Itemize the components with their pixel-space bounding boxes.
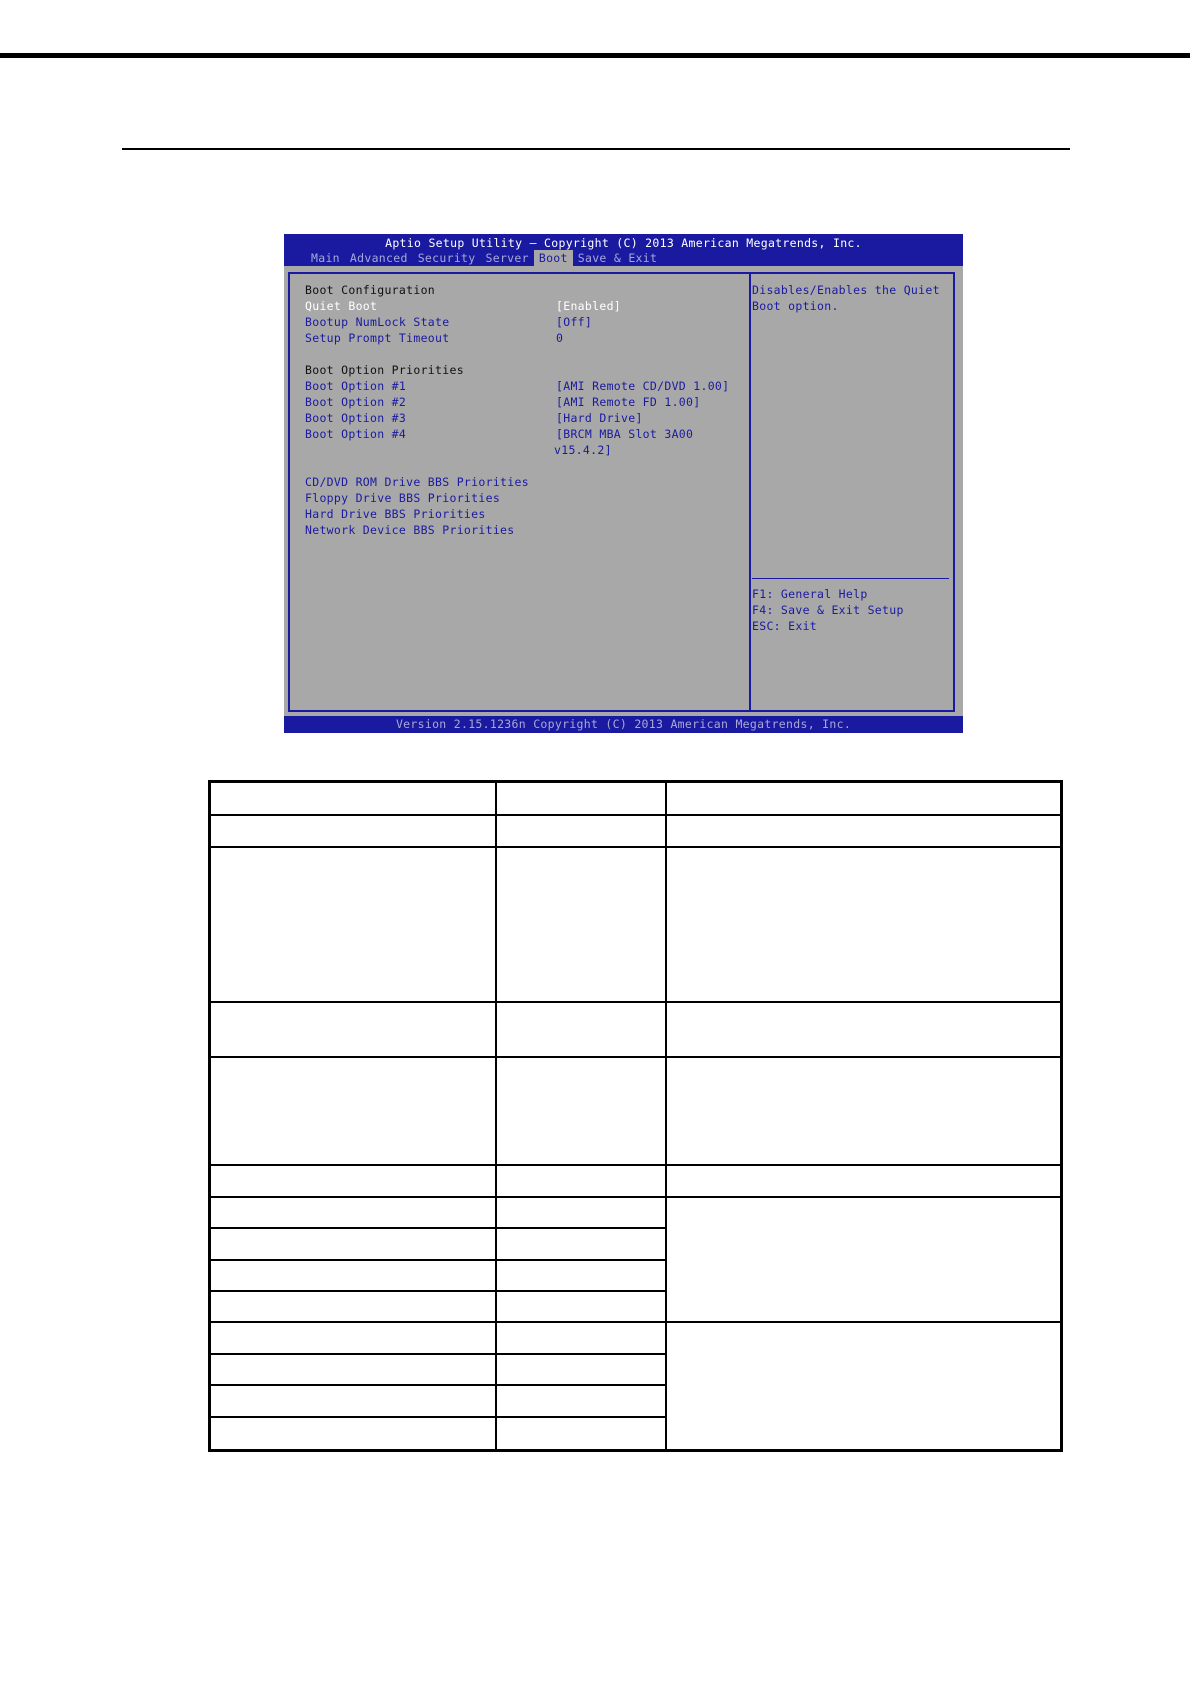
cddvd-bbs-priorities-row[interactable] — [305, 474, 745, 490]
boot-option-4-label[interactable]: Boot Option #4 — [305, 427, 407, 441]
bios-panel-divider — [749, 272, 751, 712]
key-help-f4: F4: Save & Exit Setup — [752, 603, 904, 617]
table-row-line — [211, 1384, 667, 1386]
table-column-divider-2 — [665, 783, 667, 1449]
bios-footer-version: Version 2.15.1236n Copyright (C) 2013 American Megatrends, Inc. — [284, 716, 963, 733]
table-row-line — [211, 814, 1060, 816]
table-row-line — [211, 1056, 1060, 1058]
bios-help-separator — [752, 578, 949, 579]
table-row-line — [211, 1227, 667, 1229]
settings-table — [208, 780, 1063, 1452]
boot-option-4-row[interactable] — [305, 426, 745, 442]
table-row-line — [211, 1259, 667, 1261]
tab-main[interactable]: Main — [311, 251, 340, 265]
table-row-line — [211, 1001, 1060, 1003]
boot-option-3-label[interactable]: Boot Option #3 — [305, 411, 407, 425]
quiet-boot-label[interactable]: Quiet Boot — [305, 299, 378, 313]
bios-title: Aptio Setup Utility – Copyright (C) 2013 American Megatrends, Inc. — [385, 236, 862, 250]
bios-title-bar — [284, 234, 963, 266]
bios-tab-bar — [306, 250, 662, 266]
tab-security[interactable]: Security — [417, 251, 476, 265]
boot-option-3-row[interactable] — [305, 410, 745, 426]
help-line-2: Boot option. — [752, 299, 839, 313]
boot-option-3-value[interactable]: [Hard Drive] — [556, 411, 643, 425]
table-row-line — [211, 1290, 667, 1292]
floppy-bbs-priorities-row[interactable] — [305, 490, 745, 506]
boot-configuration-label: Boot Configuration — [305, 283, 436, 297]
bootup-numlock-label[interactable]: Bootup NumLock State — [305, 315, 450, 329]
bootup-numlock-value[interactable]: [Off] — [556, 315, 593, 329]
floppy-bbs-priorities-label[interactable]: Floppy Drive BBS Priorities — [305, 491, 501, 505]
quiet-boot-value[interactable]: [Enabled] — [556, 299, 622, 313]
key-help-esc: ESC: Exit — [752, 619, 818, 633]
boot-option-2-row[interactable] — [305, 394, 745, 410]
boot-option-4-row-cont[interactable] — [305, 442, 745, 458]
hard-drive-bbs-priorities-row[interactable] — [305, 506, 745, 522]
setup-prompt-timeout-row[interactable] — [305, 330, 745, 346]
network-bbs-priorities-label[interactable]: Network Device BBS Priorities — [305, 523, 515, 537]
table-row-line — [211, 1416, 667, 1418]
network-bbs-priorities-row[interactable] — [305, 522, 745, 538]
key-help-f1: F1: General Help — [752, 587, 868, 601]
page-top-rule — [0, 53, 1190, 58]
table-column-divider-1 — [495, 783, 497, 1449]
bootup-numlock-row[interactable] — [305, 314, 745, 330]
table-row-line — [211, 1196, 1060, 1198]
section-rule — [122, 148, 1070, 150]
tab-save-exit[interactable]: Save & Exit — [577, 251, 658, 265]
setup-prompt-timeout-label[interactable]: Setup Prompt Timeout — [305, 331, 450, 345]
boot-option-1-value[interactable]: [AMI Remote CD/DVD 1.00] — [556, 379, 730, 393]
hard-drive-bbs-priorities-label[interactable]: Hard Drive BBS Priorities — [305, 507, 486, 521]
boot-option-priorities-label: Boot Option Priorities — [305, 363, 464, 377]
tab-advanced[interactable]: Advanced — [349, 251, 408, 265]
boot-option-2-value[interactable]: [AMI Remote FD 1.00] — [556, 395, 701, 409]
cddvd-bbs-priorities-label[interactable]: CD/DVD ROM Drive BBS Priorities — [305, 475, 529, 489]
boot-configuration-heading — [305, 282, 745, 298]
quiet-boot-row[interactable] — [305, 298, 745, 314]
boot-option-1-label[interactable]: Boot Option #1 — [305, 379, 407, 393]
help-line-1: Disables/Enables the Quiet — [752, 283, 940, 297]
table-row-line — [211, 846, 1060, 848]
tab-boot[interactable]: Boot — [534, 250, 573, 266]
boot-option-priorities-heading — [305, 362, 745, 378]
boot-option-4-value-cont[interactable]: v15.4.2] — [554, 443, 612, 457]
tab-server[interactable]: Server — [485, 251, 529, 265]
table-row-line — [211, 1353, 667, 1355]
table-row-line — [211, 1321, 1060, 1323]
setup-prompt-timeout-value[interactable]: 0 — [556, 331, 564, 345]
boot-option-2-label[interactable]: Boot Option #2 — [305, 395, 407, 409]
boot-option-4-value[interactable]: [BRCM MBA Slot 3A00 — [556, 427, 694, 441]
boot-option-1-row[interactable] — [305, 378, 745, 394]
table-row-line — [211, 1164, 1060, 1166]
bios-setup-screen — [284, 234, 963, 733]
